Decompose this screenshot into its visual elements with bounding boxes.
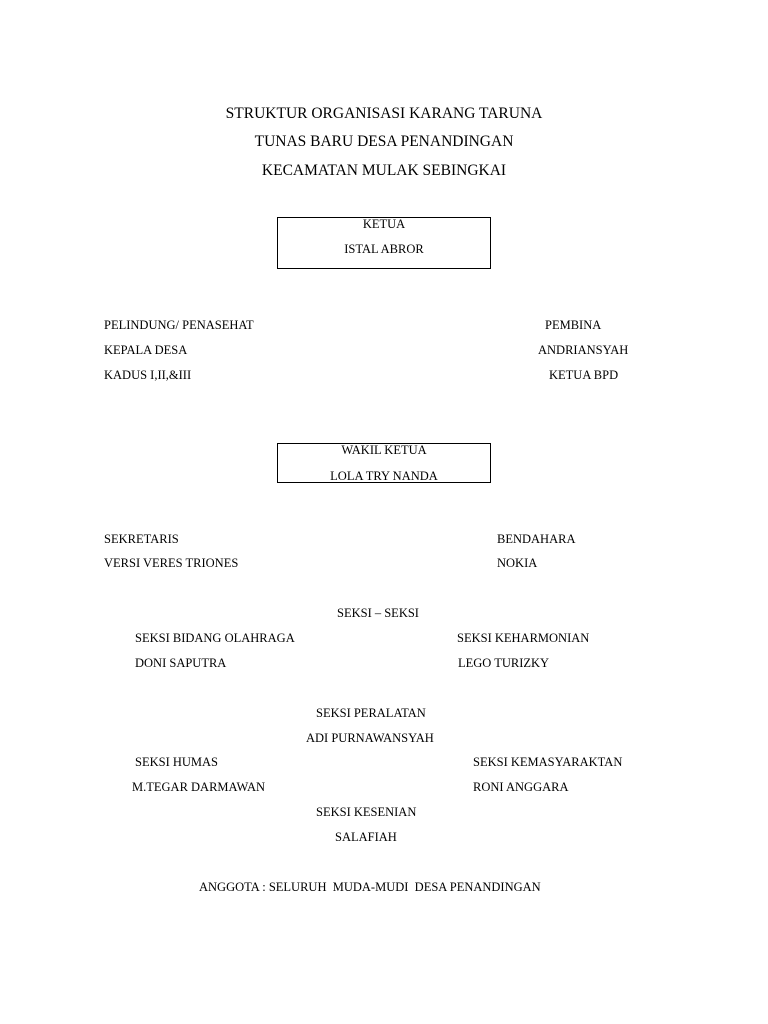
bendahara-name: NOKIA [497,556,538,570]
seksi-heading: SEKSI – SEKSI [337,606,419,620]
seksi-olahraga-name: DONI SAPUTRA [135,656,227,670]
seksi-peralatan-role: SEKSI PERALATAN [316,706,426,720]
seksi-humas-role: SEKSI HUMAS [135,755,219,769]
bendahara-role: BENDAHARA [497,532,576,546]
wakil-ketua-role: WAKIL KETUA [341,443,427,457]
pembina-name: ANDRIANSYAH [538,343,629,357]
seksi-olahraga-role: SEKSI BIDANG OLAHRAGA [135,631,295,645]
title-line-3: KECAMATAN MULAK SEBINGKAI [261,162,507,179]
pembina-role: PEMBINA [545,318,602,332]
seksi-humas-name: M.TEGAR DARMAWAN [132,780,266,794]
seksi-kemasyarakatan-name: RONI ANGGARA [473,780,569,794]
sekretaris-role: SEKRETARIS [104,532,179,546]
seksi-keharmonian-role: SEKSI KEHARMONIAN [457,631,590,645]
title-line-1: STRUKTUR ORGANISASI KARANG TARUNA [225,105,543,122]
seksi-kemasyarakatan-role: SEKSI KEMASYARAKTAN [473,755,623,769]
sekretaris-name: VERSI VERES TRIONES [104,556,239,570]
seksi-peralatan-name: ADI PURNAWANSYAH [306,731,434,745]
seksi-kesenian-role: SEKSI KESENIAN [316,805,417,819]
ketua-box [277,217,491,269]
anggota-line: ANGGOTA : SELURUH MUDA-MUDI DESA PENANDINGAN [199,880,541,894]
title-line-2: TUNAS BARU DESA PENANDINGAN [254,133,514,150]
pelindung-role: PELINDUNG/ PENASEHAT [104,318,254,332]
seksi-kesenian-name: SALAFIAH [335,830,397,844]
pembina-line-3: KETUA BPD [549,368,619,382]
ketua-role: KETUA [362,217,406,231]
wakil-ketua-name: LOLA TRY NANDA [330,469,438,483]
ketua-name: ISTAL ABROR [344,242,424,256]
seksi-keharmonian-name: LEGO TURIZKY [458,656,550,670]
pelindung-line-3: KADUS I,II,&III [104,368,192,382]
pelindung-line-2: KEPALA DESA [104,343,188,357]
wakil-ketua-box [277,443,491,483]
